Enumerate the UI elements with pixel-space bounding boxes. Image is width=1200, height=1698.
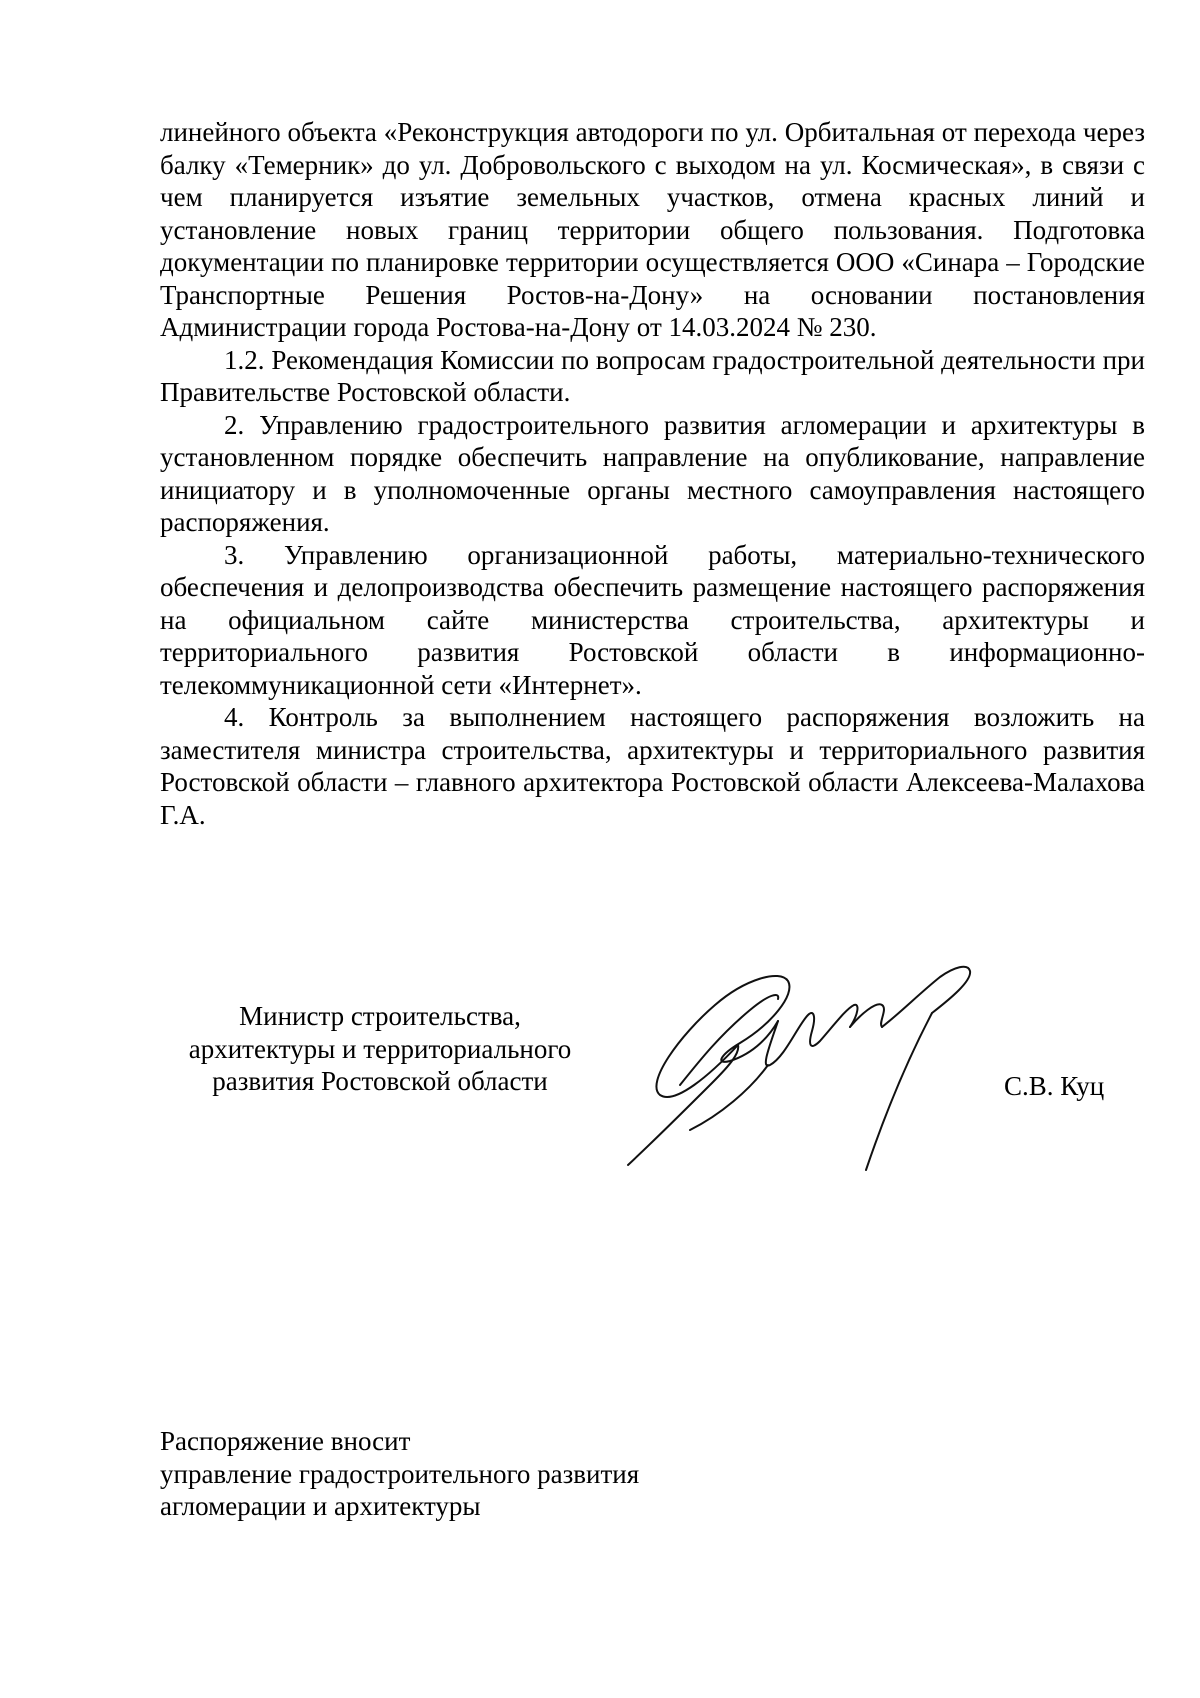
signer-position-line: развития Ростовской области xyxy=(212,1066,548,1096)
submitter-line: агломерации и архитектуры xyxy=(160,1491,481,1521)
handwritten-signature xyxy=(620,965,1000,1175)
signer-position-line: архитектуры и территориального xyxy=(188,1033,572,1064)
submitter-line: Распоряжение вносит xyxy=(160,1426,411,1456)
paragraph-item-2: 2. Управлению градостроительного развития агломерации и архитектуры в установленном порядке обеспечить направление на опубликование, направление инициатору и в уполномоченные органы местного самоуправления настоящего распоряжения. xyxy=(160,409,1145,537)
signer-position xyxy=(160,1000,600,1098)
document-body xyxy=(160,116,1145,831)
submitter-note xyxy=(160,1425,639,1523)
paragraph-item-4: 4. Контроль за выполнением настоящего распоряжения возложить на заместителя министра строительства, архитектуры и территориального развития Ростовской области – главного архитектора Ростовской области Алексеева-Малахова Г.А. xyxy=(160,702,1145,830)
paragraph-item-3: 3. Управлению организационной работы, материально-технического обеспечения и делопроизводства обеспечить размещение настоящего распоряжения на официальном сайте министерства строительства, архитектуры и территориального развития Ростовской области в информационно-телекоммуникационной сети «Интернет». xyxy=(160,539,1145,700)
signer-name: С.В. Куц xyxy=(1004,1071,1105,1101)
submitter-line: управление градостроительного развития xyxy=(160,1458,640,1489)
paragraph-continuation: линейного объекта «Реконструкция автодороги по ул. Орбитальная от перехода через балку «Темерник» до ул. Добровольского с выходом на ул. Космическая», в связи с чем планируется изъятие земельных участков, отмена красных линий и установление новых границ территории общего пользования. Подготовка документации по планировке территории осуществляется ООО «Синара – Городские Транспортные Решения Ростов-на-Дону» на основании постановления Администрации города Ростова-на-Дону от 14.03.2024 № 230. xyxy=(160,117,1145,342)
paragraph-item-1-2: 1.2. Рекомендация Комиссии по вопросам градостроительной деятельности при Правительстве Ростовской области. xyxy=(160,344,1145,407)
signer-position-line: Министр строительства, xyxy=(239,1001,521,1031)
